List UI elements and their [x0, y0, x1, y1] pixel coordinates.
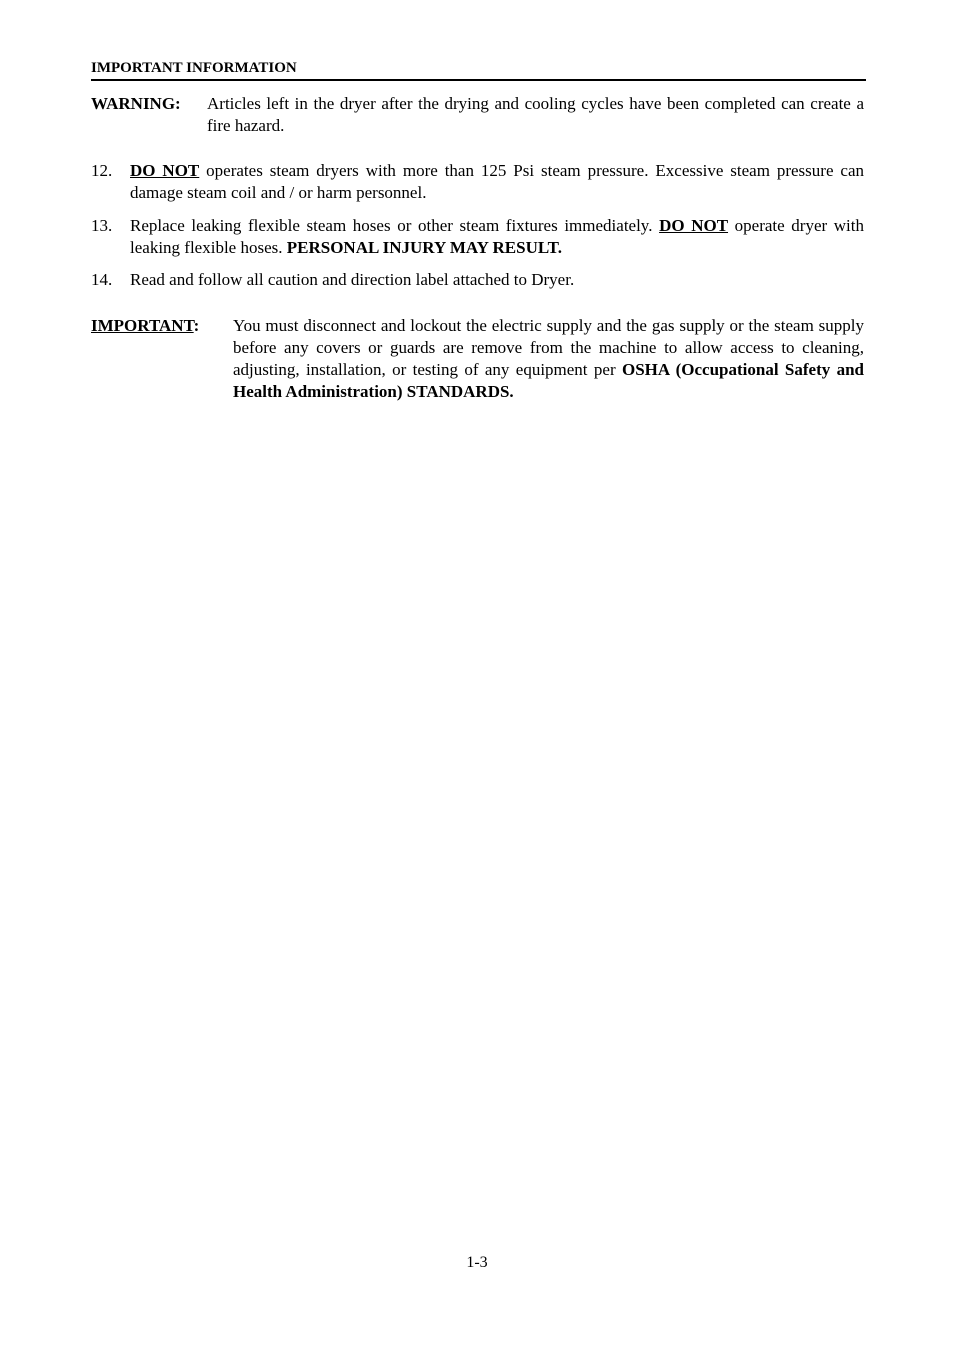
item-12-body: operates steam dryers with more than 125 Psi steam pressure. Excessive steam pressure can damage steam coil and / or harm personnel. [130, 161, 864, 202]
item-13-injury-warning: PERSONAL INJURY MAY RESULT. [286, 238, 562, 257]
item-13-do-not: DO NOT [659, 216, 729, 235]
header-rule [91, 79, 866, 81]
section-header: IMPORTANT INFORMATION [91, 60, 297, 76]
item-13-body-end: operate dryer with leaking flexible hoses. [130, 216, 864, 257]
important-body: You must disconnect and lockout the electric supply and the gas supply or the steam supply before any covers or guards are remove from the machine to allow access to cleaning, adjusting, installation, or testing of any equipment per [233, 316, 864, 379]
important-label [91, 315, 199, 337]
item-13-number: 13. [91, 216, 113, 235]
important-osha-standards: OSHA (Occupational Safety and Health Administration) STANDARDS. [233, 360, 865, 401]
important-label-colon: : [193, 316, 200, 335]
warning-label: WARNING: [91, 94, 181, 113]
item-14-number: 14. [91, 270, 113, 289]
page-number: 1-3 [466, 1254, 488, 1271]
item-13-text [130, 215, 864, 259]
item-13-body-start: Replace leaking flexible steam hoses or other steam fixtures immediately. [130, 216, 660, 235]
important-label-word: IMPORTANT [91, 316, 194, 335]
item-12-text [130, 160, 864, 204]
important-text [233, 315, 864, 403]
item-12-do-not: DO NOT [130, 161, 200, 180]
item-14-text: Read and follow all caution and direction label attached to Dryer. [130, 270, 575, 289]
warning-text: Articles left in the dryer after the drying and cooling cycles have been completed can create a fire hazard. [207, 94, 864, 135]
item-12-number: 12. [91, 161, 113, 180]
